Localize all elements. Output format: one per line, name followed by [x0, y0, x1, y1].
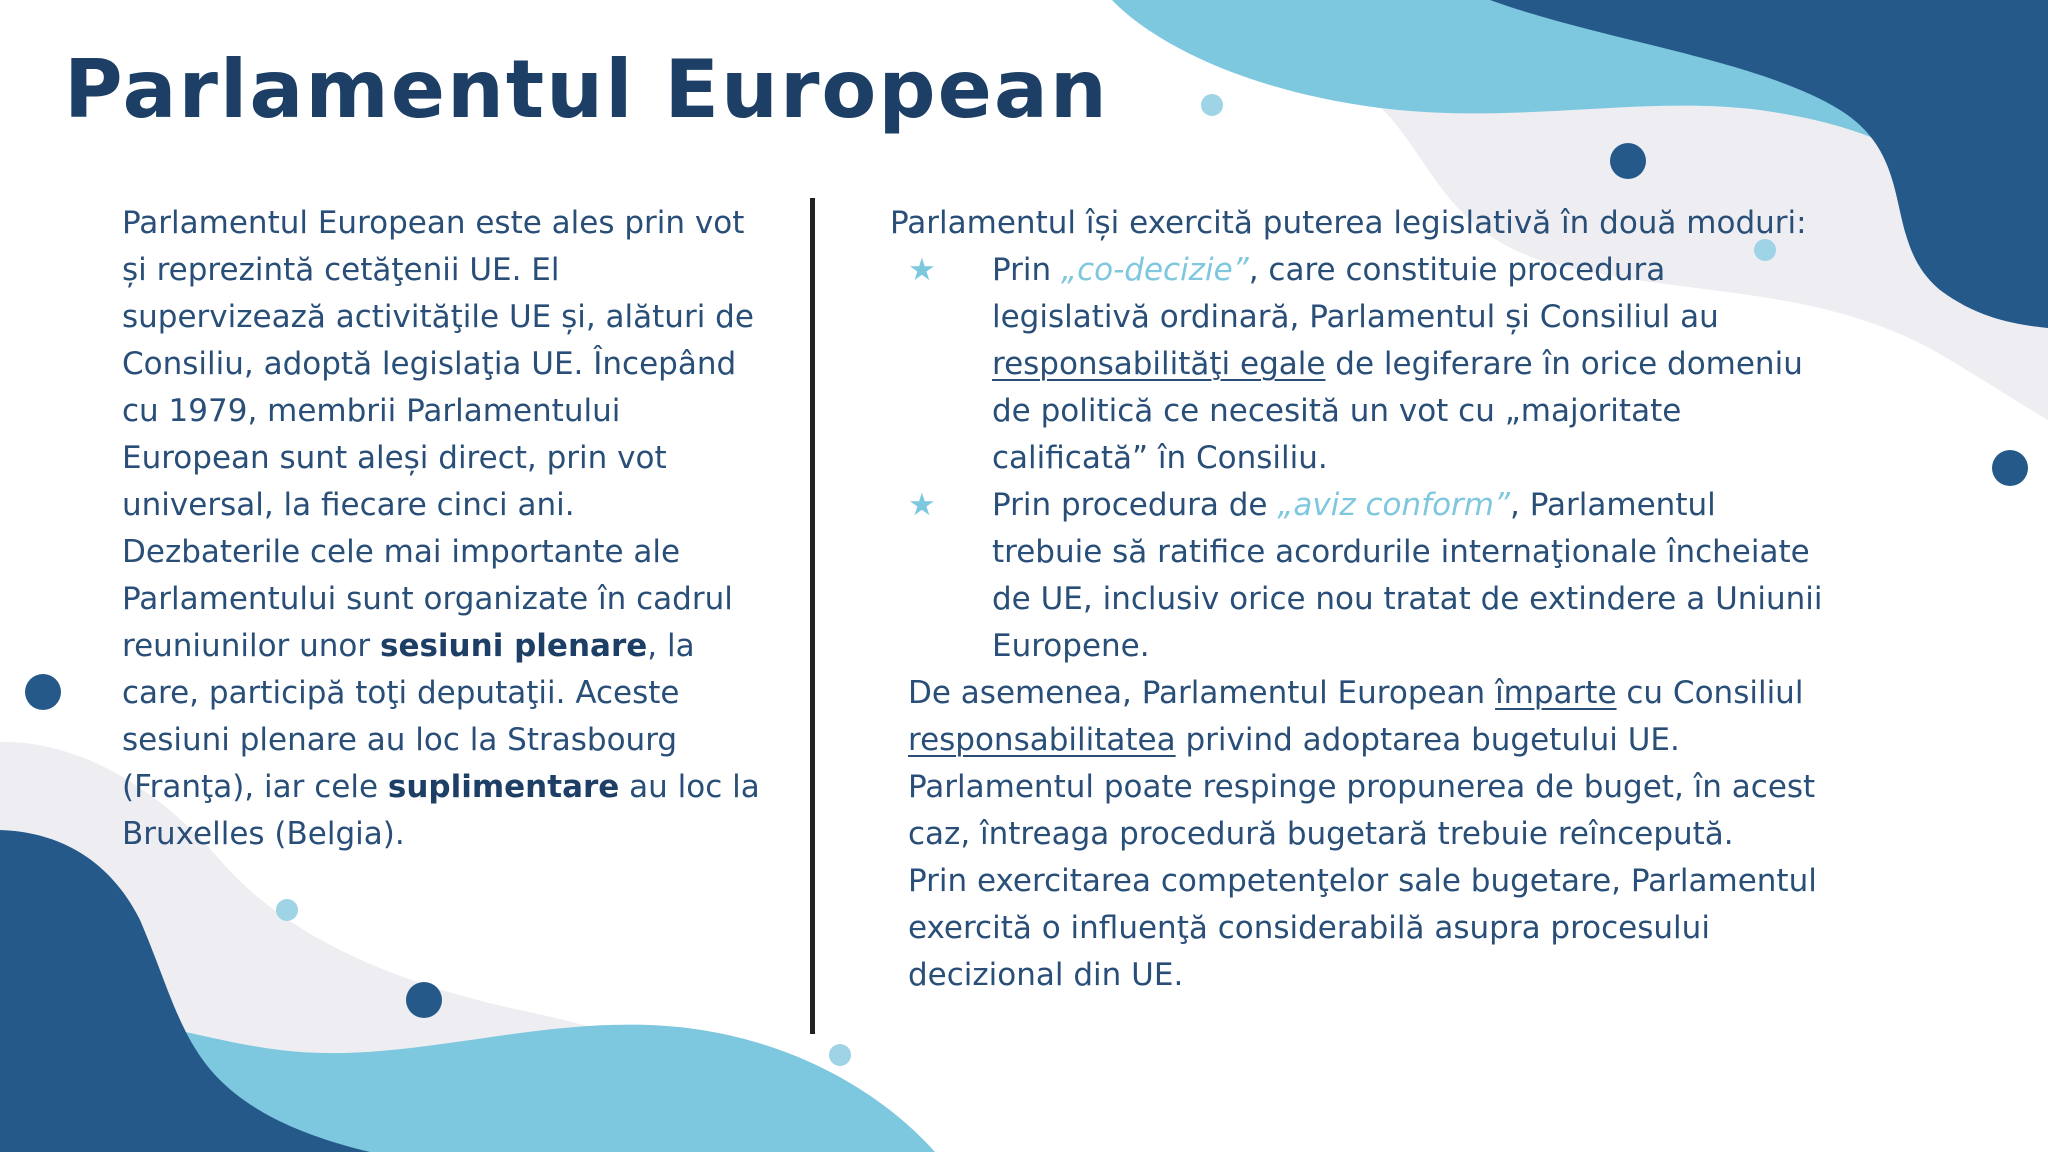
page-title: Parlamentul European [64, 43, 1109, 136]
dot-dark [25, 674, 61, 710]
bold-term: suplimentare [387, 769, 620, 805]
underlined-term: responsabilităţi egale [992, 346, 1326, 382]
highlight-term: „aviz conform” [1277, 487, 1511, 523]
star-icon: ★ [908, 487, 936, 523]
left-column [104, 200, 764, 858]
dot-light [276, 899, 298, 921]
paragraph-election: Parlamentul European este ales prin vot și reprezintă cetăţenii UE. El supervizează activităţile UE și, alături de Consiliu, adoptă legislaţia UE. Începând cu 1979, membrii Parlamentului European sunt aleși direct, prin vot universal, la fiecare cinci ani. [122, 205, 754, 523]
underlined-term: responsabilitatea [908, 722, 1176, 758]
dot-light [1201, 94, 1223, 116]
star-icon: ★ [908, 252, 936, 288]
right-column [890, 200, 1830, 999]
paragraph-budget: De asemenea, Parlamentul European împarte cu Consiliul responsabilitatea privind adoptarea bugetului UE. Parlamentul poate respinge propunerea de buget, în acest caz, întreaga procedură bugetară trebuie reîncepută. [908, 675, 1816, 852]
dot-dark [406, 982, 442, 1018]
paragraph-intro: Parlamentul își exercită puterea legislativă în două moduri: [890, 205, 1807, 241]
dot-dark [1992, 450, 2028, 486]
bullet-assent-procedure: ★ Prin procedura de „aviz conform”, Parlamentul trebuie să ratifice acordurile internaţionale încheiate de UE, inclusiv orice nou tratat de extindere a Uniunii Europene. [890, 482, 1830, 670]
column-divider [810, 198, 815, 1034]
bold-term: sesiuni plenare [380, 628, 648, 664]
bullet-co-decision: ★ Prin „co-decizie”, care constituie procedura legislativă ordinară, Parlamentul și Consiliul au responsabilităţi egale de legiferare în orice domeniu de politică ce necesită un vot cu „majoritate calificată” în Consiliu. [890, 247, 1830, 482]
dot-dark [1610, 143, 1646, 179]
underlined-term: împarte [1495, 675, 1617, 711]
paragraph-plenary-sessions: Dezbaterile cele mai importante ale Parlamentului sunt organizate în cadrul reuniunilor unor sesiuni plenare, la care, participă toţi deputaţii. Aceste sesiuni plenare au loc la Strasbourg (Franţa), iar cele suplimentare au loc la Bruxelles (Belgia). [122, 534, 760, 852]
paragraph-budget-influence: Prin exercitarea competenţelor sale bugetare, Parlamentul exercită o influenţă considerabilă asupra procesului decizional din UE. [908, 863, 1817, 993]
highlight-term: „co-decizie” [1061, 252, 1249, 288]
dot-light [829, 1044, 851, 1066]
